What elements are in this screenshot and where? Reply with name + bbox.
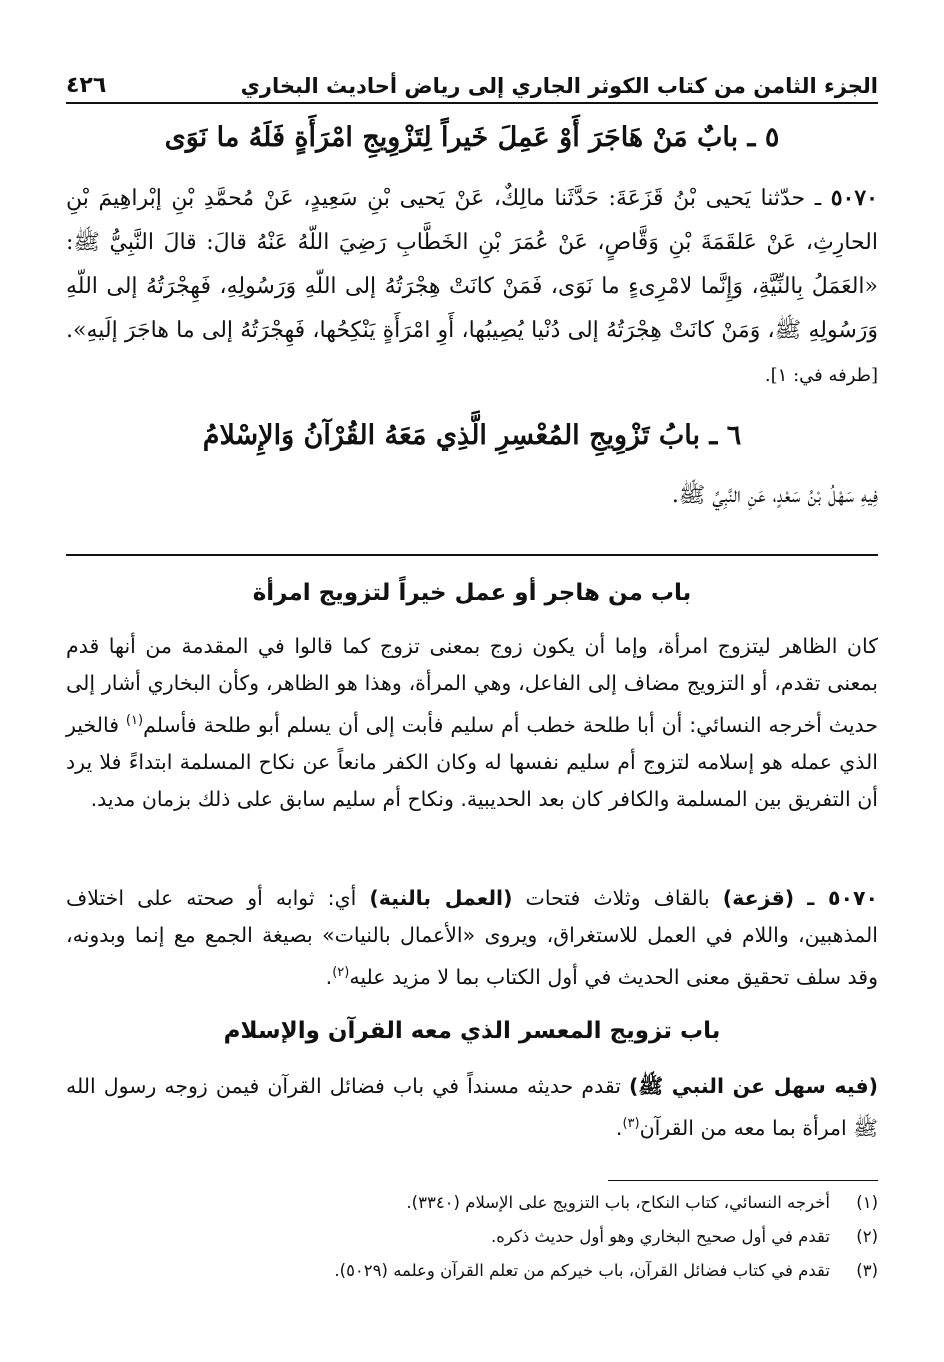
- commentary-term: (العمل بالنية): [369, 886, 513, 910]
- footnote-number: (٣): [856, 1261, 878, 1280]
- running-title: الجزء الثامن من كتاب الكوثر الجاري إلى رياض أحاديث البخاري: [240, 74, 878, 98]
- footnote-2: [66, 1220, 878, 1254]
- commentary-text: أي: ثوابه أو صحته على اختلاف المذهبين، واللام في العمل للاستغراق، ويروى «الأعمال بالنيات» بصيغة الجمع مع إنما وبدونه، وقد سلف تحقيق معنى الحديث في أول الكتاب بما لا مزيد عليه: [66, 886, 878, 989]
- commentary-paragraph-2: [66, 880, 878, 996]
- commentary-paragraph-1: [66, 628, 878, 818]
- commentary-text: فالخير الذي عمله هو إسلامه لتزوج أم سليم نفسها له وكان الكفر مانعاً عن نكاح المسلمة ابتداءً فلا يرد أن التفريق بين المسلمة والكافر كان بعد الحديبية. ونكاح أم سليم سابق على ذلك بزمان مديد.: [66, 712, 878, 811]
- commentary-heading-1: باب من هاجر أو عمل خيراً لتزويج امرأة: [252, 580, 692, 606]
- footnote-marker: (١): [125, 713, 144, 728]
- commentary-text: بالقاف وثلاث فتحات: [512, 886, 723, 910]
- hadith-reference: [طرفه في: ١].: [764, 365, 878, 386]
- chapter-6-heading: ٦ ـ بابُ تَزْوِيجِ المُعْسِرِ الَّذِي مَعَهُ القُرْآنُ وَالإِسْلامُ: [202, 420, 742, 451]
- hadith-number: ٥٠٧٠: [830, 185, 878, 211]
- running-head: [66, 62, 878, 104]
- footnote-1: [66, 1186, 878, 1220]
- commentary-hadith-number: ٥٠٧٠ ـ: [807, 886, 878, 910]
- footnotes: [66, 1186, 878, 1288]
- footnote-number: (١): [856, 1193, 878, 1212]
- page-number: ٤٢٦: [66, 73, 107, 98]
- footnote-3: [66, 1254, 878, 1288]
- footnote-text: تقدم في أول صحيح البخاري وهو أول حديث ذكره.: [491, 1227, 830, 1246]
- commentary-heading-2: باب تزويج المعسر الذي معه القرآن والإسلام: [223, 1018, 721, 1044]
- footnote-number: (٢): [856, 1227, 878, 1246]
- chapter-6-text: فِيهِ سَهْلُ بْنُ سَعْدٍ، عَنِ النَّبِيِّ ﷺ.: [671, 483, 878, 508]
- footnote-text: أخرجه النسائي، كتاب النكاح، باب التزويج على الإسلام (٣٣٤٠).: [406, 1193, 830, 1212]
- hadith-5070: [66, 176, 878, 398]
- commentary-paragraph-3: [66, 1068, 878, 1147]
- commentary-text: .: [325, 964, 333, 989]
- footnote-rule: [608, 1180, 878, 1181]
- footnote-marker: (٢): [332, 965, 350, 980]
- section-divider: [66, 554, 878, 556]
- commentary-text: .: [615, 1115, 623, 1140]
- commentary-text: كان الظاهر ليتزوج امرأة، وإما أن يكون زوج بمعنى تزوج كما قالوا في المقدمة من أنها قدم بمعنى تقدم، أو التزويج مضاف إلى الفاعل، وهي المرأة، وهذا هو الظاهر، وكأن البخاري أشار إلى حديث أخرجه النسائي: أن أبا طلحة خطب أم سليم فأبت إلى أن يسلم أبو طلحة فأسلم: [66, 634, 878, 737]
- commentary-term: (قزعة): [722, 886, 795, 910]
- commentary-term: (فيه سهل عن النبي ﷺ): [628, 1074, 879, 1098]
- footnote-marker: (٣): [622, 1116, 640, 1131]
- commentary-text: تقدم حديثه مسنداً في باب فضائل القرآن فيمن زوجه رسول الله ﷺ امرأة بما معه من القرآن: [66, 1074, 878, 1140]
- hadith-body: ـ حدّثنا يَحيى بْنُ قَزَعَةَ: حَدَّثَنا مالِكٌ، عَنْ يَحيى بْنِ سَعِيدٍ، عَنْ مُحمَّدِ بْنِ إبْراهِيمَ بْنِ الحارِثِ، عَنْ عَلقَمَةَ بْنِ وَقَّاصٍ، عَنْ عُمَرَ بْنِ الخَطَّابِ رَضِيَ اللّهُ عَنْهُ قالَ: قالَ النَّبِيُّ ﷺ: «العَمَلُ بِالنِّيَّةِ، وَإِنَّما لامْرِىءٍ ما نَوَى، فَمَنْ كانَتْ هِجْرَتُهُ إلى اللّهِ وَرَسُولِهِ، فَهِجْرَتُهُ إلى اللّهِ وَرَسُولِهِ ﷺ، وَمَنْ كانَتْ هِجْرَتُهُ إلى دُنْيا يُصِيبُها، أَوِ امْرَأَةٍ يَنْكِحُها، فَهِجْرَتُهُ إلى ما هاجَرَ إلَيهِ».: [66, 186, 878, 343]
- chapter-5-heading: ٥ ـ بابٌ مَنْ هَاجَرَ أَوْ عَمِلَ خَيراً لِتَزْوِيجِ امْرَأَةٍ فَلَهُ ما نَوَى: [164, 122, 780, 153]
- footnote-text: تقدم في كتاب فضائل القرآن، باب خيركم من تعلم القرآن وعلمه (٥٠٢٩).: [334, 1261, 830, 1280]
